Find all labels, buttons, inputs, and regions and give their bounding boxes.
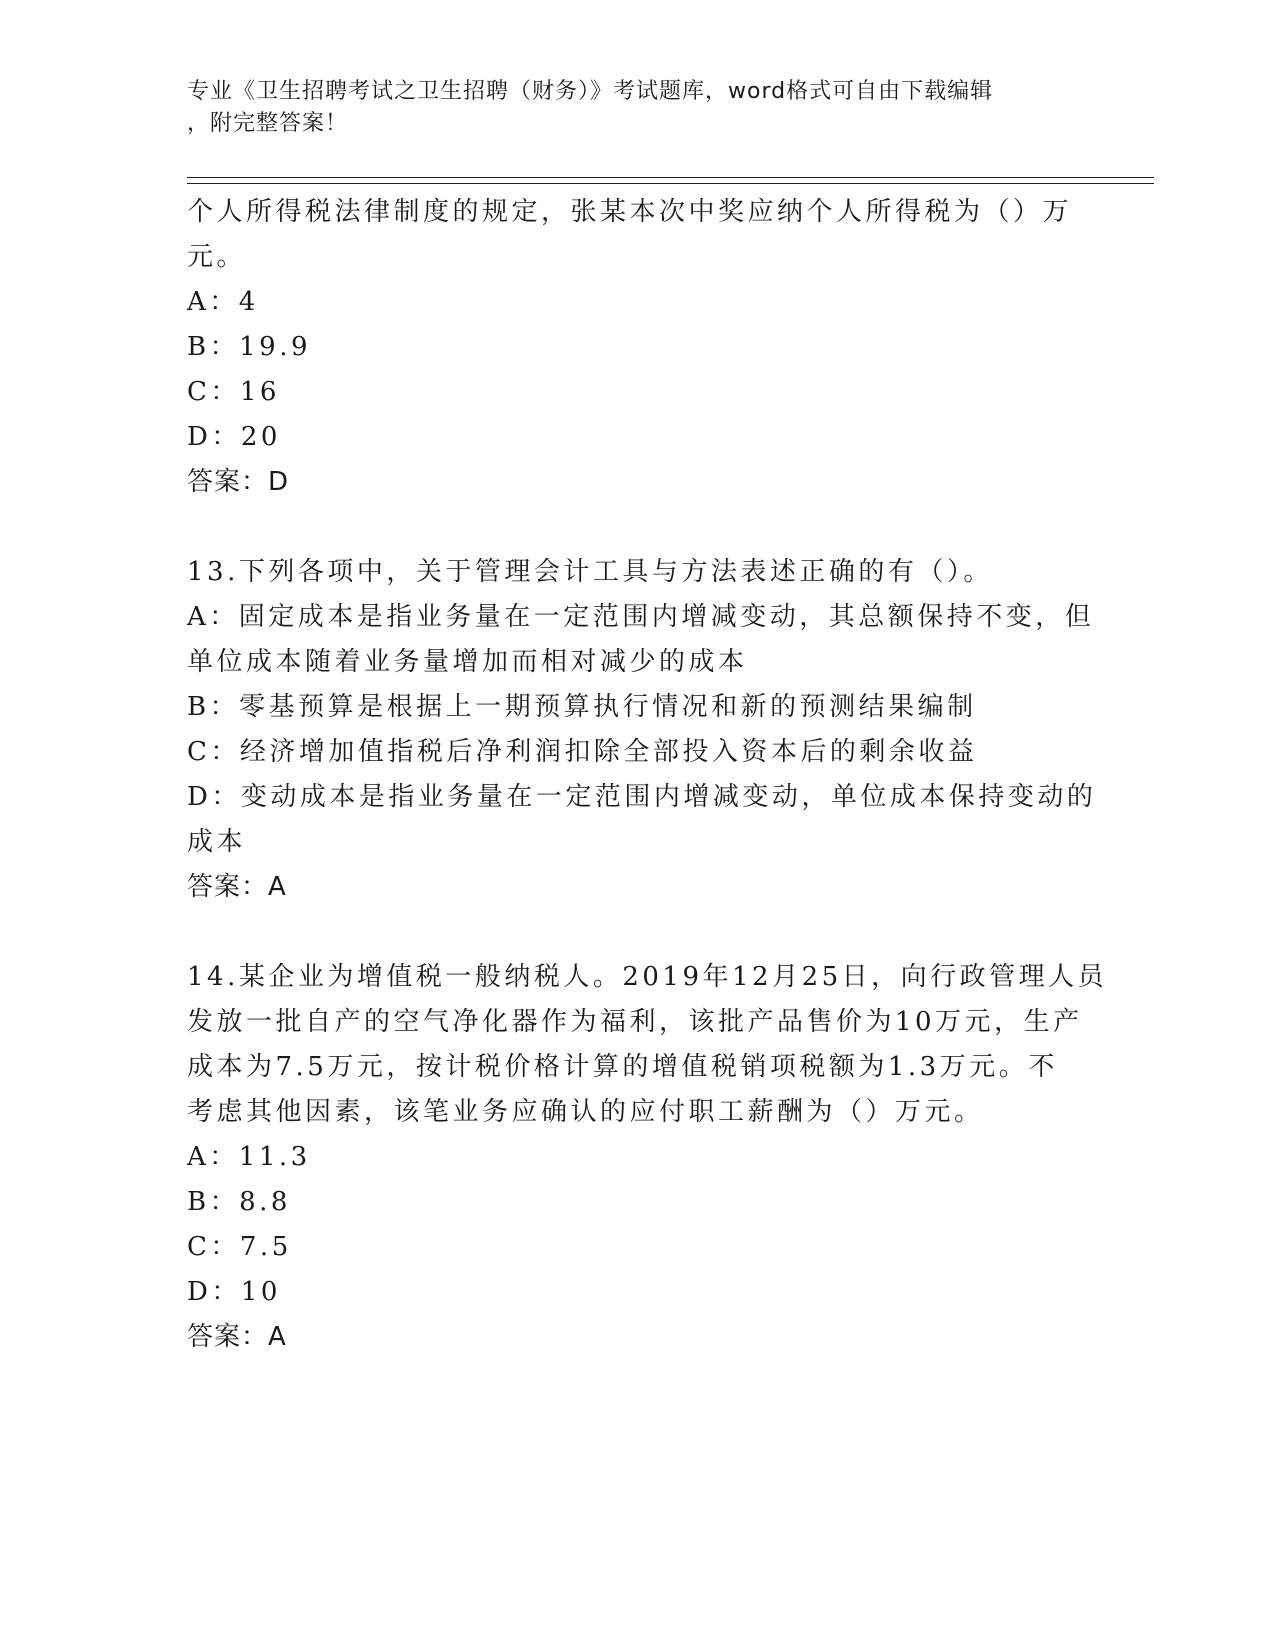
- option-d: D：10: [187, 1277, 281, 1307]
- spacer: [187, 505, 1087, 550]
- question-stem: 元。: [187, 242, 247, 272]
- option-a: A：4: [187, 287, 259, 317]
- question-stem: 个人所得税法律制度的规定，张某本次中奖应纳个人所得税为（）万: [187, 197, 1073, 227]
- option-a: A：11.3: [187, 1142, 311, 1172]
- option-b: B：8.8: [187, 1187, 291, 1217]
- question-stem: 成本为7.5万元，按计税价格计算的增值税销项税额为1.3万元。不: [187, 1052, 1058, 1082]
- question-stem: 14.某企业为增值税一般纳税人。2019年12月25日，向行政管理人员: [187, 962, 1108, 992]
- option-b: B：零基预算是根据上一期预算执行情况和新的预测结果编制: [187, 692, 977, 722]
- header-divider-bottom: [187, 183, 1154, 184]
- question-stem: 考虑其他因素，该笔业务应确认的应付职工薪酬为（）万元。: [187, 1097, 984, 1127]
- option-c: C：经济增加值指税后净利润扣除全部投入资本后的剩余收益: [187, 737, 978, 767]
- header-title-line2: ，附完整答案！: [187, 111, 349, 136]
- option-d: D：变动成本是指业务量在一定范围内增减变动，单位成本保持变动的: [187, 782, 1097, 812]
- option-c: C：16: [187, 377, 280, 407]
- answer: 答案：A: [187, 1322, 287, 1352]
- option-a-continued: 单位成本随着业务量增加而相对减少的成本: [187, 647, 748, 677]
- option-d-continued: 成本: [187, 827, 247, 857]
- header-divider-top: [187, 177, 1154, 178]
- question-12: [187, 190, 1087, 505]
- question-list: [187, 190, 1108, 1360]
- answer: 答案：A: [187, 872, 287, 902]
- option-d: D：20: [187, 422, 281, 452]
- header-title-line1: 专业《卫生招聘考试之卫生招聘（财务）》考试题库，word格式可自由下载编辑: [187, 79, 994, 104]
- answer: 答案：D: [187, 467, 290, 497]
- question-14: [187, 955, 1108, 1360]
- option-b: B：19.9: [187, 332, 311, 362]
- question-stem: 发放一批自产的空气净化器作为福利，该批产品售价为10万元，生产: [187, 1007, 1083, 1037]
- question-13: [187, 550, 1097, 910]
- spacer: [187, 910, 1087, 955]
- option-c: C：7.5: [187, 1232, 292, 1262]
- question-stem: 13.下列各项中，关于管理会计工具与方法表述正确的有（）。: [187, 557, 993, 587]
- document-header: [187, 76, 1067, 140]
- option-a: A：固定成本是指业务量在一定范围内增减变动，其总额保持不变，但: [187, 602, 1095, 632]
